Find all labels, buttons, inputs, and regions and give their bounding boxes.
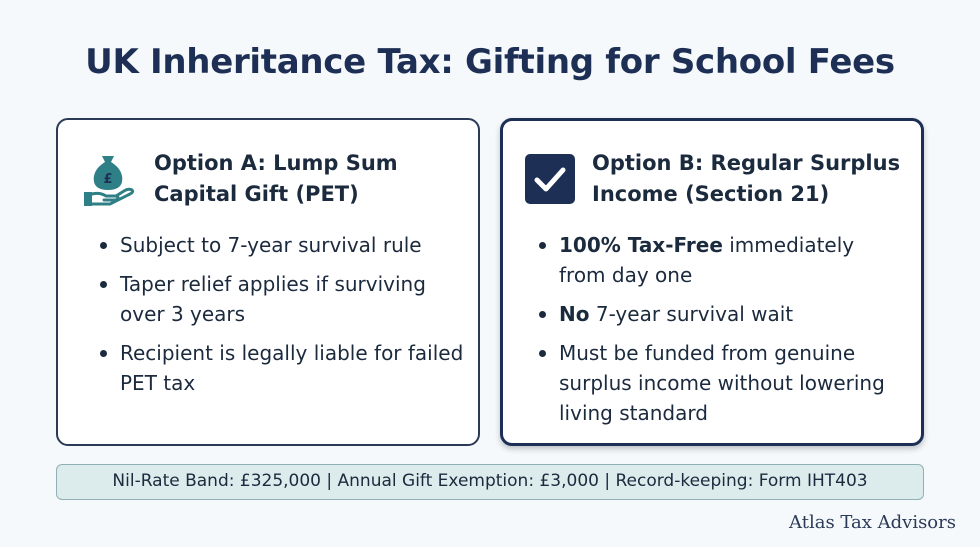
- option-a-bullet: Subject to 7-year survival rule: [98, 230, 468, 260]
- option-b-bullet: [537, 299, 907, 329]
- bullet-emphasis: No: [559, 302, 590, 326]
- bullet-text: immediately from day one: [559, 233, 855, 287]
- footer-info-bar: Nil-Rate Band: £325,000 | Annual Gift Exemption: £3,000 | Record-keeping: Form IHT403: [56, 464, 924, 500]
- option-a-bullets: [98, 230, 468, 407]
- option-b-bullets: [537, 230, 907, 437]
- bullet-emphasis: 100% Tax-Free: [559, 233, 723, 257]
- page-title: UK Inheritance Tax: Gifting for School Fees: [85, 42, 895, 82]
- option-a-bullet: Taper relief applies if surviving over 3 years: [98, 269, 468, 329]
- option-b-bullet: [537, 338, 907, 428]
- option-b-bullet: [537, 230, 907, 290]
- option-a-bullet: Recipient is legally liable for failed PET tax: [98, 338, 468, 398]
- option-a-card: [56, 118, 480, 446]
- svg-text:£: £: [103, 172, 113, 187]
- checkbox-checked-icon: [524, 153, 576, 205]
- bullet-text: 7-year survival wait: [589, 302, 794, 326]
- option-b-card: [500, 118, 924, 446]
- brand-signature: Atlas Tax Advisors: [789, 512, 956, 533]
- option-b-heading: Option B: Regular Surplus Income (Section 21): [592, 151, 901, 206]
- money-bag-hand-icon: [80, 148, 136, 208]
- option-a-heading: Option A: Lump Sum Capital Gift (PET): [154, 151, 398, 206]
- bullet-text: Must be funded from genuine surplus income without lowering living standard: [559, 341, 885, 425]
